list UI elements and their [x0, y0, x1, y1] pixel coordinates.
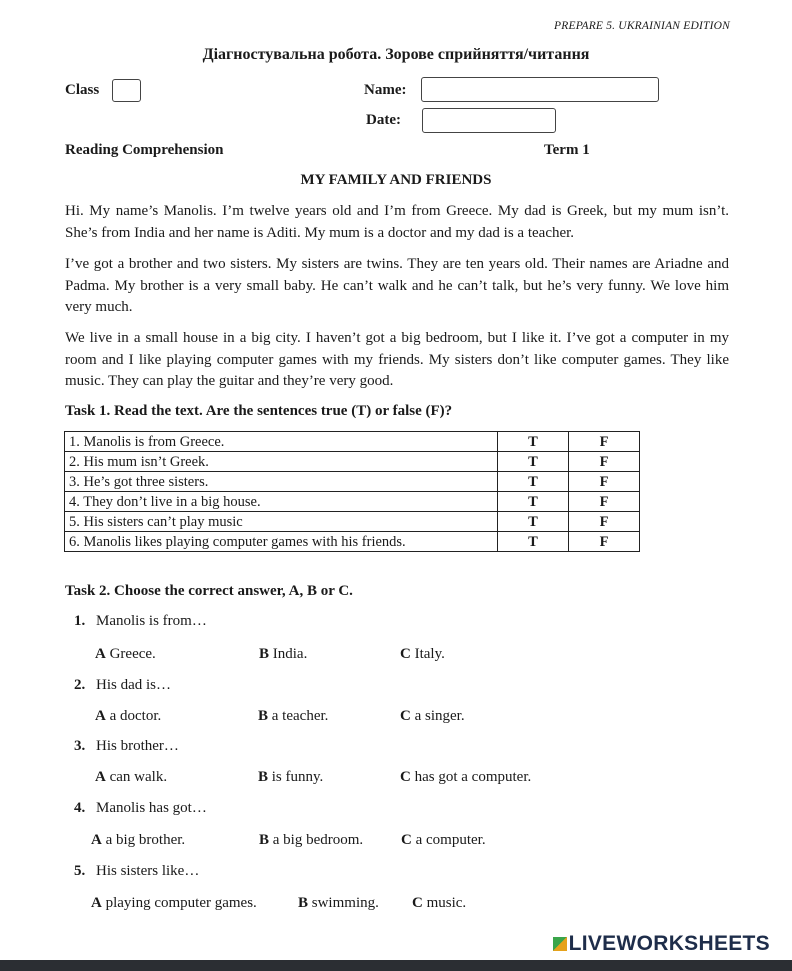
true-option[interactable]: T — [498, 432, 569, 452]
true-false-table — [64, 431, 640, 552]
statement: 2. His mum isn’t Greek. — [65, 452, 498, 472]
date-input[interactable] — [422, 108, 556, 133]
table-row — [65, 472, 640, 492]
answer-5c[interactable]: C music. — [412, 895, 467, 911]
statement: 5. His sisters can’t play music — [65, 512, 498, 532]
answer-4a[interactable]: A a big brother. — [91, 832, 186, 848]
false-option[interactable]: F — [569, 492, 640, 512]
table-row — [65, 512, 640, 532]
answer-2a[interactable]: A a doctor. — [95, 708, 162, 724]
statement: 6. Manolis likes playing computer games with his friends. — [65, 532, 498, 552]
section-label: Reading Comprehension — [65, 142, 224, 158]
answer-2b[interactable]: B a teacher. — [258, 708, 329, 724]
true-option[interactable]: T — [498, 452, 569, 472]
question-3: 3. His brother… — [74, 738, 179, 754]
answer-3b[interactable]: B is funny. — [258, 769, 324, 785]
document-title: Діагностувальна робота. Зорове сприйняття/читання — [202, 46, 590, 63]
class-label: Class — [65, 82, 100, 98]
answer-1b[interactable]: B India. — [259, 646, 308, 662]
true-option[interactable]: T — [498, 532, 569, 552]
paragraph-2: I’ve got a brother and two sisters. My sisters are twins. They are ten years old. Their names are Ariadne and Padma. My brother is a very small baby. He can’t walk and he can’t talk, but he’s very funny. We love him very much. — [65, 256, 729, 315]
story-title: MY FAMILY AND FRIENDS — [300, 172, 492, 188]
false-option[interactable]: F — [569, 452, 640, 472]
question-4: 4. Manolis has got… — [74, 800, 207, 816]
answer-4b[interactable]: B a big bedroom. — [259, 832, 364, 848]
table-row — [65, 532, 640, 552]
answer-3a[interactable]: A can walk. — [95, 769, 168, 785]
answer-5b[interactable]: B swimming. — [298, 895, 379, 911]
question-5: 5. His sisters like… — [74, 863, 200, 879]
answer-5a[interactable]: A playing computer games. — [91, 895, 257, 911]
question-2: 2. His dad is… — [74, 677, 171, 693]
name-input[interactable] — [421, 77, 659, 102]
true-option[interactable]: T — [498, 492, 569, 512]
task2-title: Task 2. Choose the correct answer, A, B or C. — [65, 583, 353, 599]
table-row — [65, 452, 640, 472]
class-input[interactable] — [112, 79, 141, 102]
answer-1a[interactable]: A Greece. — [95, 646, 156, 662]
statement: 1. Manolis is from Greece. — [65, 432, 498, 452]
paragraph-3: We live in a small house in a big city. I haven’t got a big bedroom, but I like it. I’ve got a computer in my room and I like playing computer games with my friends. My sisters don’t like computer games. They like music. They can play the guitar and they’re very good. — [65, 330, 729, 389]
answer-4c[interactable]: C a computer. — [401, 832, 486, 848]
answer-3c[interactable]: C has got a computer. — [400, 769, 532, 785]
false-option[interactable]: F — [569, 472, 640, 492]
term-label: Term 1 — [544, 142, 590, 158]
false-option[interactable]: F — [569, 432, 640, 452]
date-label: Date: — [366, 112, 401, 128]
task1-title: Task 1. Read the text. Are the sentences true (T) or false (F)? — [65, 403, 453, 419]
bottom-bar — [0, 960, 792, 971]
true-option[interactable]: T — [498, 472, 569, 492]
logo-icon — [553, 937, 567, 951]
question-1: 1. Manolis is from… — [74, 613, 207, 629]
statement: 4. They don’t live in a big house. — [65, 492, 498, 512]
liveworksheets-logo: LIVEWORKSHEETS — [553, 932, 770, 956]
paragraph-1: Hi. My name’s Manolis. I’m twelve years old and I’m from Greece. My dad is Greek, but my mum isn’t. She’s from India and her name is Aditi. My mum is a doctor and my dad is a teacher. — [65, 203, 729, 241]
false-option[interactable]: F — [569, 532, 640, 552]
edition-label: PREPARE 5. UKRAINIAN EDITION — [554, 20, 730, 32]
false-option[interactable]: F — [569, 512, 640, 532]
name-label: Name: — [364, 82, 407, 98]
answer-2c[interactable]: C a singer. — [400, 708, 465, 724]
table-row — [65, 492, 640, 512]
true-option[interactable]: T — [498, 512, 569, 532]
table-row — [65, 432, 640, 452]
answer-1c[interactable]: C Italy. — [400, 646, 445, 662]
statement: 3. He’s got three sisters. — [65, 472, 498, 492]
